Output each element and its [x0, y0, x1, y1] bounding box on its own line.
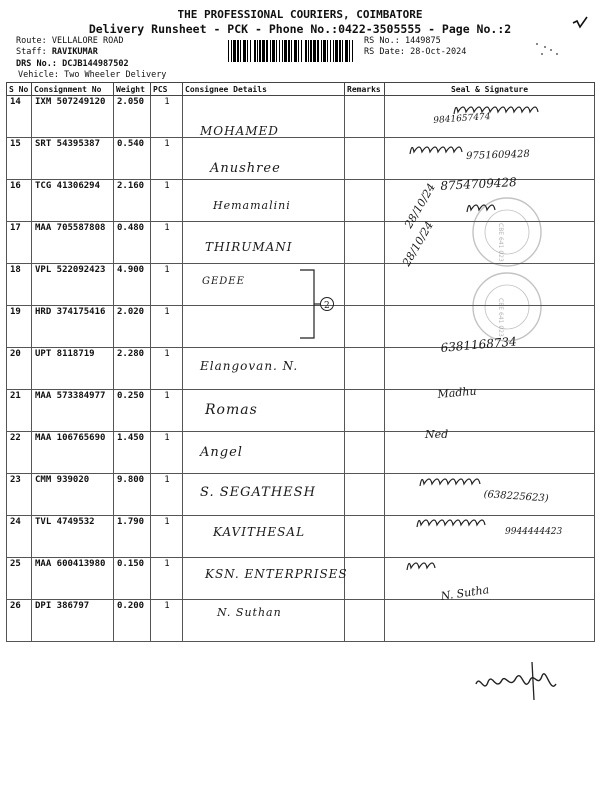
row-pcs: 1 [151, 348, 183, 390]
row-sno: 24 [7, 516, 32, 558]
signature-scribble [405, 556, 445, 578]
col-header-remarks: Remarks [345, 83, 385, 96]
row-weight: 0.250 [114, 390, 151, 432]
drs-label: DRS No.: [16, 59, 57, 69]
row-pcs: 1 [151, 558, 183, 600]
row-sno: 15 [7, 138, 32, 180]
row-pcs: 1 [151, 390, 183, 432]
row-sno: 26 [7, 600, 32, 642]
rs-date-value: 28-Oct-2024 [410, 47, 467, 57]
row-weight: 0.540 [114, 138, 151, 180]
vehicle-line [18, 70, 166, 80]
row-weight: 2.020 [114, 306, 151, 348]
row-remarks-cell [345, 600, 385, 642]
row-sno: 14 [7, 96, 32, 138]
row-weight: 2.280 [114, 348, 151, 390]
row-pcs: 1 [151, 222, 183, 264]
handwritten-consignee-name: THIRUMANI [205, 239, 293, 254]
rs-no-label: RS No.: [364, 36, 400, 46]
row-weight: 0.200 [114, 600, 151, 642]
handwritten-signature: 9751609428 [466, 148, 530, 162]
row-weight: 1.790 [114, 516, 151, 558]
row-remarks-cell [345, 138, 385, 180]
row-weight: 2.160 [114, 180, 151, 222]
drs-line [16, 59, 129, 69]
handwritten-signature: 8754709428 [440, 175, 517, 193]
barcode-image [228, 40, 356, 62]
row-sno: 23 [7, 474, 32, 516]
runsheet-table [6, 82, 595, 642]
row-weight: 1.450 [114, 432, 151, 474]
bottom-scribble-mark [472, 654, 564, 704]
col-header-consignee: Consignee Details [183, 83, 345, 96]
row-consignment-no: UPT 8118719 [32, 348, 114, 390]
row-consignment-no: CMM 939020 [32, 474, 114, 516]
row-sno: 25 [7, 558, 32, 600]
pen-tick-mark [571, 15, 589, 33]
row-consignment-no: VPL 522092423 [32, 264, 114, 306]
route-line [16, 36, 124, 46]
row-pcs: 1 [151, 138, 183, 180]
handwritten-signature: Ned [425, 428, 449, 441]
row-sno: 16 [7, 180, 32, 222]
row-consignment-no: HRD 374175416 [32, 306, 114, 348]
row-pcs: 1 [151, 264, 183, 306]
row-remarks-cell [345, 96, 385, 138]
row-consignment-no: TVL 4749532 [32, 516, 114, 558]
row-remarks-cell [345, 222, 385, 264]
row-pcs: 1 [151, 180, 183, 222]
row-consignment-no: IXM 507249120 [32, 96, 114, 138]
row-sno: 19 [7, 306, 32, 348]
col-header-weight: Weight [114, 83, 151, 96]
row-sno: 20 [7, 348, 32, 390]
col-header-sno: S No [7, 83, 32, 96]
signature-scribble [452, 100, 542, 122]
row-sno: 18 [7, 264, 32, 306]
route-value: VELLALORE ROAD [51, 36, 124, 46]
row-sno: 17 [7, 222, 32, 264]
row-sno: 21 [7, 390, 32, 432]
handwritten-consignee-name: Hemamalini [213, 199, 291, 212]
rs-date-label: RS Date: [364, 47, 405, 57]
row-weight: 9.800 [114, 474, 151, 516]
table-row [7, 600, 595, 642]
row-weight: 0.480 [114, 222, 151, 264]
row-remarks-cell [345, 306, 385, 348]
row-consignment-no: MAA 600413980 [32, 558, 114, 600]
table-row [7, 390, 595, 432]
col-header-consignment: Consignment No [32, 83, 114, 96]
row-consignment-no: MAA 705587808 [32, 222, 114, 264]
handwritten-signature: 9944444423 [505, 527, 563, 537]
row-signature-cell [385, 348, 595, 390]
row-signature-cell [385, 600, 595, 642]
row-pcs: 1 [151, 432, 183, 474]
svg-text:CBE 641 023: CBE 641 023 [497, 298, 504, 337]
row-consignment-no: TCG 41306294 [32, 180, 114, 222]
handwritten-signature: (638225623) [483, 488, 549, 505]
handwritten-signature: N. Sutha [440, 583, 490, 603]
staff-label: Staff: [16, 47, 47, 57]
row-weight: 2.050 [114, 96, 151, 138]
table-row [7, 432, 595, 474]
bracket-mark [298, 268, 343, 340]
signature-scribble [418, 472, 488, 494]
rs-date-line [364, 47, 466, 57]
signature-scribble [415, 513, 495, 535]
handwritten-consignee-name: GEDEE [202, 276, 245, 287]
row-remarks-cell [345, 474, 385, 516]
row-remarks-cell [345, 348, 385, 390]
signature-scribble [408, 140, 468, 162]
row-weight: 4.900 [114, 264, 151, 306]
row-pcs: 1 [151, 600, 183, 642]
col-header-signature: Seal & Signature [385, 83, 595, 96]
handwritten-signature: 28/10/24 [400, 219, 436, 269]
row-pcs: 1 [151, 516, 183, 558]
row-remarks-cell [345, 558, 385, 600]
row-pcs: 1 [151, 306, 183, 348]
row-remarks-cell [345, 264, 385, 306]
handwritten-consignee-name: Romas [205, 401, 258, 418]
handwritten-consignee-name: KSN. ENTERPRISES [205, 566, 348, 581]
handwritten-consignee-name: N. Suthan [217, 606, 282, 619]
vehicle-label: Vehicle: [18, 70, 59, 80]
runsheet-subtitle: Delivery Runsheet - PCK - Phone No.:0422-3505555 - Page No.:2 [88, 22, 512, 36]
row-signature-cell [385, 390, 595, 432]
handwritten-consignee-name: Angel [200, 445, 243, 460]
row-signature-cell [385, 432, 595, 474]
row-consignment-no: MAA 106765690 [32, 432, 114, 474]
row-pcs: 1 [151, 474, 183, 516]
row-remarks-cell [345, 180, 385, 222]
row-remarks-cell [345, 390, 385, 432]
pen-dots-mark [533, 40, 563, 60]
handwritten-signature: 9841657474 [433, 112, 491, 126]
row-consignment-no: DPI 386797 [32, 600, 114, 642]
vehicle-value: Two Wheeler Delivery [64, 70, 167, 80]
row-consignment-no: SRT 54395387 [32, 138, 114, 180]
row-remarks-cell [345, 432, 385, 474]
handwritten-consignee-name: Anushree [210, 160, 281, 176]
handwritten-signature: Madhu [437, 384, 478, 401]
handwritten-signature: 6381168734 [440, 334, 518, 355]
company-seal-stamp [470, 195, 544, 345]
staff-value: RAVIKUMAR [51, 47, 98, 57]
handwritten-signature: 28/10/24 [402, 180, 438, 230]
rs-no-value: 1449875 [404, 36, 441, 46]
row-weight: 0.150 [114, 558, 151, 600]
row-consignment-no: MAA 573384977 [32, 390, 114, 432]
route-label: Route: [16, 36, 47, 46]
row-pcs: 1 [151, 96, 183, 138]
col-header-pcs: PCS [151, 83, 183, 96]
staff-line [16, 47, 98, 57]
handwritten-consignee-name: S. SEGATHESH [200, 484, 316, 500]
svg-text:CBE 641 023: CBE 641 023 [497, 223, 504, 262]
company-title: THE PROFESSIONAL COURIERS, COIMBATORE [177, 8, 423, 21]
table-row [7, 348, 595, 390]
rs-no-line [364, 36, 441, 46]
bracket-number: 2 [324, 301, 330, 311]
handwritten-consignee-name: KAVITHESAL [213, 525, 306, 539]
drs-value: DCJB144987502 [62, 59, 129, 69]
row-remarks-cell [345, 516, 385, 558]
table-header-row [7, 83, 595, 96]
row-sno: 22 [7, 432, 32, 474]
handwritten-consignee-name: Elangovan. N. [200, 359, 299, 373]
handwritten-consignee-name: MOHAMED [200, 124, 279, 138]
